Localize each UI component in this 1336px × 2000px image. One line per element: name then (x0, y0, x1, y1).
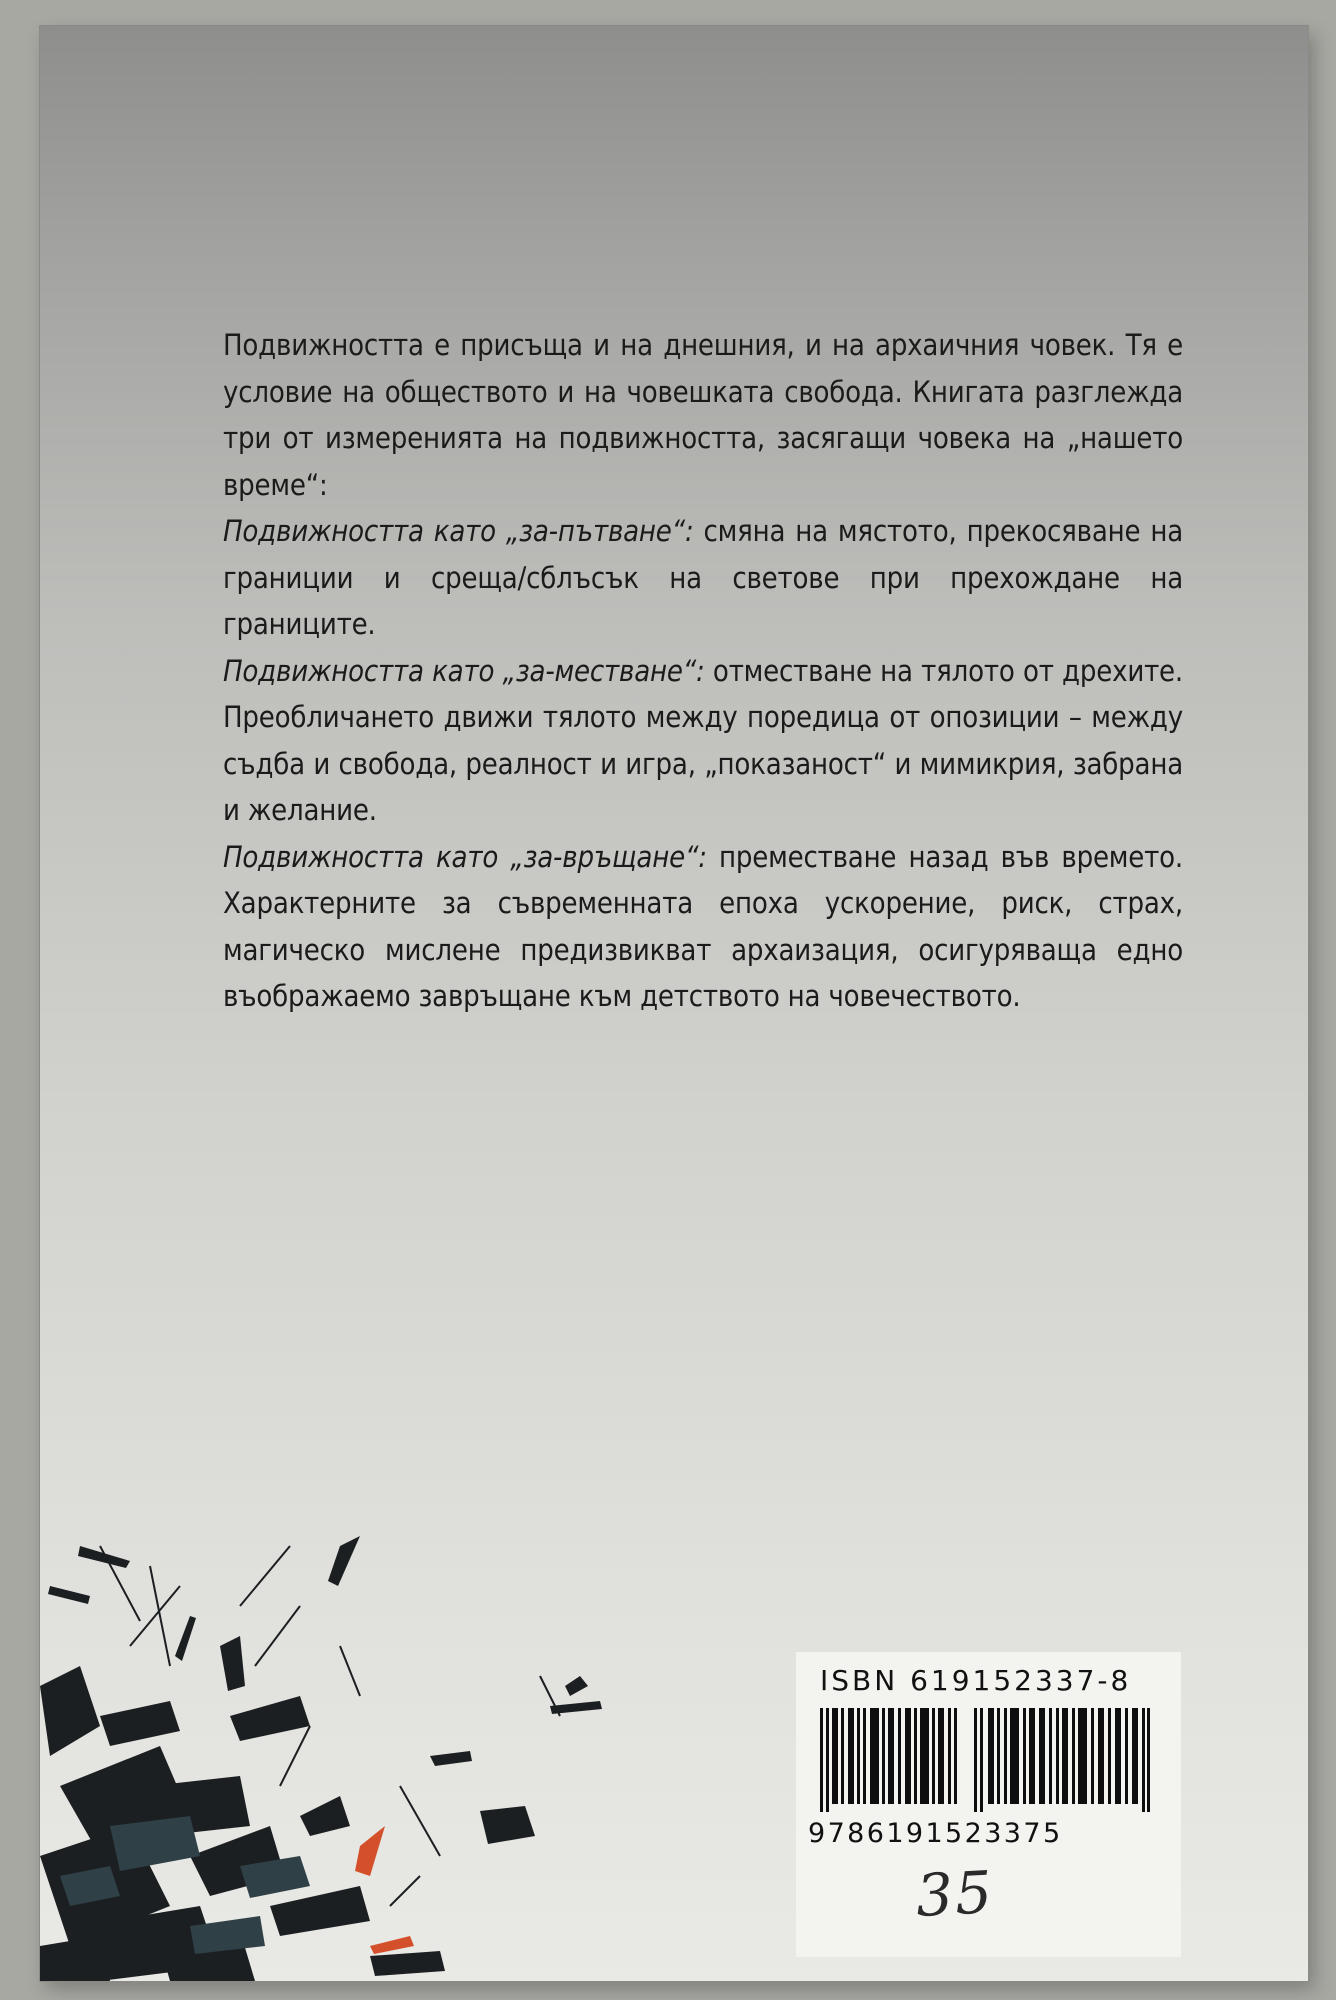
barcode-label (796, 1652, 1181, 1957)
isbn-label: ISBN 619152337-8 (820, 1664, 1132, 1697)
blurb-p2-text: смяна на мястото, прекосяване на границии и среща/сблъсък на светове при прехождане на границите. (223, 514, 1183, 641)
blurb-p3-italic: Подвижността като „за-местване“: (223, 653, 705, 688)
barcode-bars (820, 1708, 1150, 1812)
handwritten-price: 35 (914, 1858, 996, 1930)
blurb-p3-text: отместване на тялото от дрехите. Преобличането движи тялото между поредица от опозиции – между съдба и свобода, реалност и игра, „показаност“ и мимикрия, забрана и желание. (223, 653, 1183, 827)
blurb-text (223, 322, 1183, 1020)
shattered-shards-graphic (40, 1526, 660, 1981)
blurb-paragraph-2 (223, 508, 1183, 648)
blurb-p4-italic: Подвижността като „за-връщане“: (223, 839, 707, 874)
blurb-p1-text: Подвижността е присъща и на днешния, и на архаичния човек. Тя е условие на обществото и на човешката свобода. Книгата разглежда три от измеренията на подвижността, засягащи човека на „нашето време“: (223, 328, 1183, 502)
blurb-paragraph-4 (223, 834, 1183, 1020)
blurb-p4-text: преместване назад във времето. Характерните за съвременната епоха ускорение, риск, страх, магическо мислене предизвикват архаизация, осигуряваща едно въображаемо завръщане към детството на човечеството. (223, 839, 1183, 1013)
blurb-paragraph-3 (223, 648, 1183, 834)
ean-digits: 9786191523375 (808, 1818, 1063, 1849)
book-back-cover (40, 26, 1308, 1981)
blurb-p2-italic: Подвижността като „за-пътване“: (223, 514, 694, 548)
blurb-paragraph-1 (223, 322, 1183, 508)
